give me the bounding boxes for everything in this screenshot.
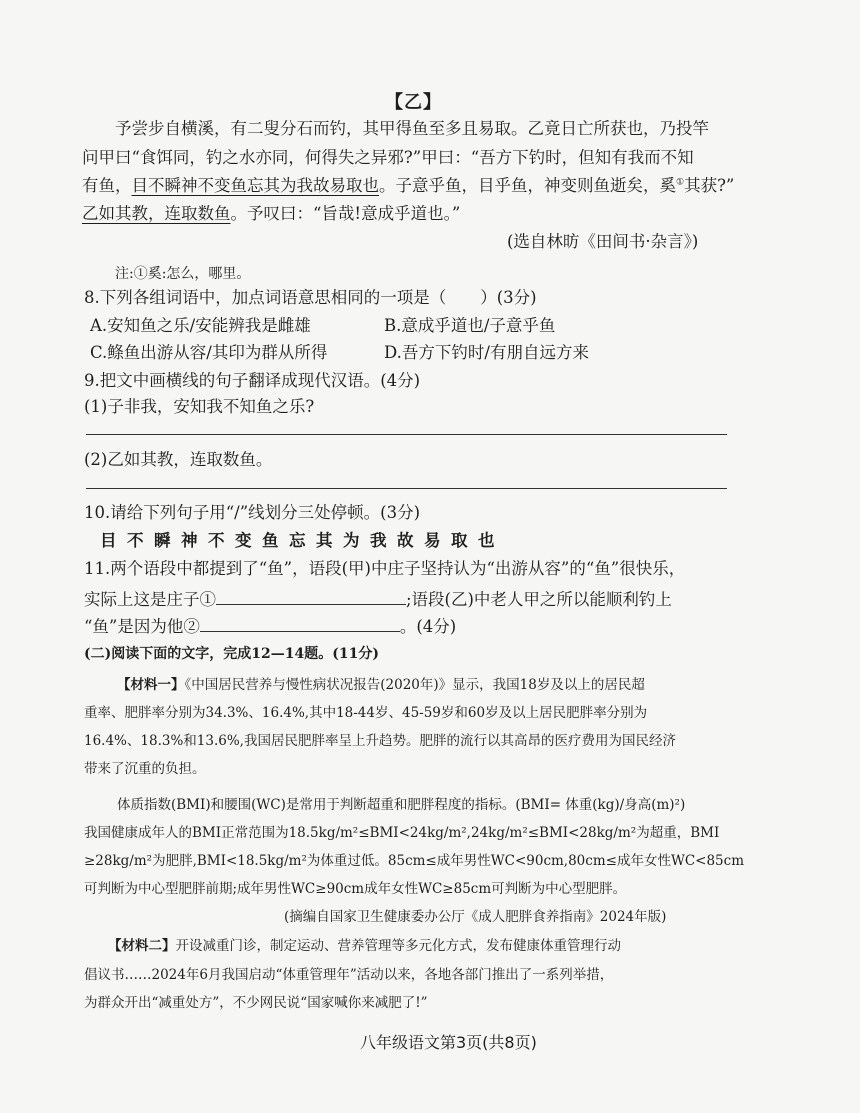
q11-text: 实际上这是庄子① [84,590,216,609]
q11-line-1: 11.两个语段中都提到了“鱼”，语段(甲)中庄子坚持认为“出游从容”的“鱼”很快乐， [84,559,686,578]
passage-text: 。子意乎鱼，目乎鱼，神变则鱼逝矣，奚 [379,176,676,195]
q11-text: ;语段(乙)中老人甲之所以能顺利钓上 [406,590,672,609]
q8-option-d: D.吾方下钓时/有朋自远方来 [384,343,589,362]
underlined-sentence: 乙如其教，连取数鱼 [82,204,231,223]
q8-stem-score: ）(3分) [480,288,537,307]
q8-option-b: B.意成乎道也/子意乎鱼 [384,316,556,335]
q8-option-c: C.鲦鱼出游从容/其印为群从所得 [90,343,328,362]
q9-sentence-1: (1)子非我，安知我不知鱼之乐? [84,397,315,416]
q8-option-a: A.安知鱼之乐/安能辨我是雌雄 [90,316,311,335]
material1-line-8: 可判断为中心型肥胖前期;成年男性WC≥90cm成年女性WC≥85cm可判断为中心型肥胖。 [84,881,627,897]
passage-line-1: 予尝步自横溪，有二叟分石而钓，其甲得鱼至多且易取。乙竟日亡所获也，乃投竿 [115,119,709,138]
footnote-marker: ① [676,177,685,188]
material1-line-6: 我国健康成年人的BMI正常范围为18.5kg/m²≤BMI<24kg/m²,24kg/m²≤BMI<28kg/m²为超重，BMI [84,825,720,841]
passage-line-3 [82,178,734,195]
material2-text: 开设减重门诊，制定运动、营养管理等多元化方式，发布健康体重管理行动 [175,938,621,954]
q8-stem [84,290,537,307]
q11-text: “鱼”是因为他② [84,617,200,636]
material2-line-2: 倡议书……2024年6月我国启动“体重管理年”活动以来，各地各部门推出了一系列举措， [84,967,614,983]
section-title: 【乙】 [385,92,442,113]
page-footer: 八年级语文第3页(共8页) [360,1033,537,1052]
material1-line-1 [117,673,645,693]
q9-sentence-2: (2)乙如其教，连取数鱼。 [84,450,273,469]
q11-line-2 [84,588,672,609]
material2-label: 【材料二】 [108,938,176,954]
part2-heading: (二)阅读下面的文字，完成12—14题。(11分) [84,646,379,662]
passage-text: 。予叹曰：“旨哉!意成乎道也。” [230,204,461,223]
material2-line-1 [108,934,621,954]
q11-score: 。(4分) [399,617,457,636]
passage-text: 有鱼， [82,176,132,195]
q11-blank-1[interactable] [216,588,406,605]
q9-answer-line-1[interactable] [86,434,727,435]
material1-line-5: 体质指数(BMI)和腰围(WC)是常用于判断超重和肥胖程度的指标。(BMI= 体重(kg)/身高(m)²) [117,797,686,813]
q10-sentence: 目不瞬神不变鱼忘其为我故易取也 [100,531,505,550]
underlined-sentence: 目不瞬神不变鱼忘其为我故易取也 [131,176,379,195]
q8-stem-text: 8.下列各组词语中，加点词语意思相同的一项是（ [84,288,447,307]
q11-line-3 [84,615,456,636]
passage-note: 注:①奚:怎么，哪里。 [115,266,251,282]
q9-stem: 9.把文中画横线的句子翻译成现代汉语。(4分) [84,371,421,390]
material1-line-4: 带来了沉重的负担。 [84,761,206,777]
material1-line-2: 重率、肥胖率分别为34.3%、16.4%,其中18-44岁、45-59岁和60岁及以上居民肥胖率分别为 [84,705,648,721]
passage-line-2: 问甲曰“食饵同，钓之水亦同，何得失之异邪?”甲曰：“吾方下钓时，但知有我而不知 [82,148,694,167]
q10-stem: 10.请给下列句子用“/”线划分三处停顿。(3分) [84,503,421,522]
material1-text: 《中国居民营养与慢性病状况报告(2020年)》显示，我国18岁及以上的居民超 [184,677,645,693]
q9-answer-line-2[interactable] [86,488,727,489]
passage-line-4 [82,206,460,223]
passage-text: 其获?” [684,176,735,195]
material1-line-3: 16.4%、18.3%和13.6%,我国居民肥胖率呈上升趋势。肥胖的流行以其高昂的医疗费用为国民经济 [84,733,676,749]
material2-line-3: 为群众开出“减重处方”，不少网民说“国家喊你来减肥了!” [84,995,428,1011]
q11-blank-2[interactable] [200,615,400,632]
material1-source: (摘编自国家卫生健康委办公厅《成人肥胖食养指南》2024年版) [284,909,667,925]
material1-line-7: ≥28kg/m²为肥胖,BMI<18.5kg/m²为体重过低。85cm≤成年男性WC<90cm,80cm≤成年女性WC<85cm [84,853,745,869]
passage-source: (选自林昉《田间书·杂言》) [507,232,699,251]
material1-label: 【材料一】 [117,677,185,693]
